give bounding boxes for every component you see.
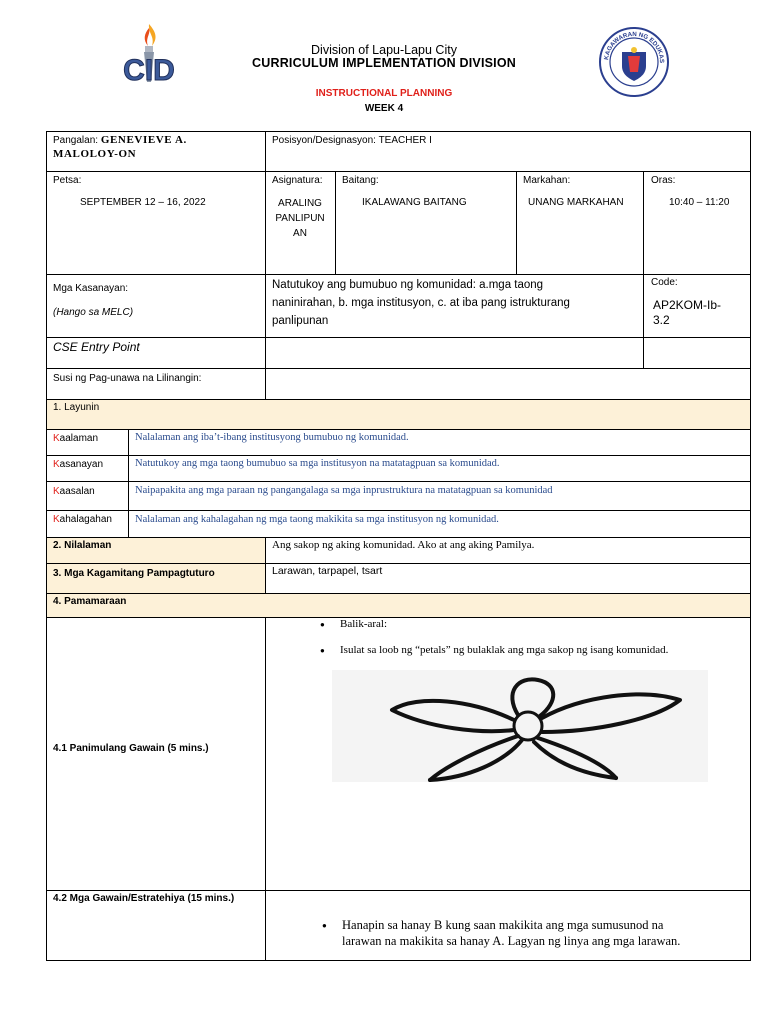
balik-aral-text: Balik-aral: [340, 618, 388, 630]
pamamaraan-row-fill [47, 593, 750, 617]
time-label: Oras: [651, 175, 676, 186]
panimula-label: 4.1 Panimulang Gawain (5 mins.) [53, 743, 209, 754]
flower-image [332, 670, 708, 782]
gawain-line1: Hanapin sa hanay B kung saan makikita ang mga sumusunod na [342, 918, 664, 932]
subject-label: Asignatura: [272, 175, 323, 186]
bullet-dot: ● [320, 620, 325, 629]
kahalagahan-text: Nalalaman ang kahalagahan ng mga taong makikita sa mga institusyon ng komunidad. [135, 514, 499, 525]
petals-instruction-text: Isulat sa loob ng “petals” ng bulaklak ang mga sakop ng isang komunidad. [340, 644, 669, 656]
division-name: Division of Lapu-Lapu City [311, 43, 457, 57]
position-label: Posisyon/Designasyon: [272, 135, 376, 146]
code-value [653, 298, 721, 328]
bullet-dot: ● [320, 646, 325, 655]
subject-line1: ARALING [278, 198, 322, 209]
time-value: 10:40 – 11:20 [669, 197, 730, 208]
name-label: Pangalan: [53, 135, 99, 146]
teacher-name-line1: GENEVIEVE A. [100, 134, 187, 146]
kahalagahan-initial: K [53, 514, 60, 525]
subject-line2: PANLIPUN [275, 213, 325, 224]
kaasalan-label [53, 485, 95, 498]
kaalaman-label [53, 432, 98, 445]
grade-value: IKALAWANG BAITANG [362, 197, 467, 208]
teacher-name-line2: MALOLOY-ON [53, 148, 137, 160]
kaalaman-text: Nalalaman ang iba’t-ibang institusyong bumubuo ng komunidad. [135, 432, 409, 443]
position-value: TEACHER I [378, 135, 432, 146]
kagamitan-label: 3. Mga Kagamitang Pampagtuturo [53, 568, 215, 579]
subject-line3: AN [293, 228, 307, 239]
kahalagahan-rest: ahalagahan [59, 514, 112, 525]
kasanayan-initial: K [53, 459, 60, 470]
cid-logo-text: CID [123, 54, 175, 87]
code-line1: AP2KOM-Ib- [653, 298, 722, 312]
quarter-label: Markahan: [523, 175, 571, 186]
date-value: SEPTEMBER 12 – 16, 2022 [80, 197, 206, 208]
kaasalan-initial: K [53, 486, 60, 497]
kaasalan-text: Naipapakita ang mga paraan ng pangangalaga sa mga inprustruktura na matatagpuan sa komunidad [135, 485, 553, 496]
quarter-value: UNANG MARKAHAN [528, 197, 624, 208]
date-label: Petsa: [53, 175, 82, 186]
kagamitan-value: Larawan, tarpapel, tsart [272, 565, 383, 577]
competency-label: Mga Kasanayan: [53, 283, 129, 294]
name-cell [53, 134, 187, 147]
kaalaman-rest: aalaman [59, 433, 99, 444]
gawain-label: 4.2 Mga Gawain/Estratehiya (15 mins.) [53, 893, 235, 904]
gawain-line2: larawan na makikita sa hanay A. Lagyan ng linya ang mga larawan. [342, 934, 681, 948]
nilalaman-value: Ang sakop ng aking komunidad. Ako at ang aking Pamilya. [272, 539, 535, 551]
deped-seal-text: KAGAWARAN NG EDUKAS [603, 30, 666, 64]
nilalaman-label: 2. Nilalaman [53, 540, 112, 551]
competency-line3: panlipunan [272, 315, 329, 327]
office-name: CURRICULUM IMPLEMENTATION DIVISION [252, 56, 516, 70]
code-label: Code: [651, 277, 678, 288]
layunin-row-fill [47, 399, 750, 429]
bullet-dot: ● [322, 921, 327, 930]
competency-line1: Natutukoy ang bumubuo ng komunidad: a.mga taong [272, 279, 544, 291]
week-label: WEEK 4 [364, 103, 404, 114]
kasanayan-text: Natutukoy ang mga taong bumubuo sa mga institusyon na matatagpuan sa komunidad. [135, 458, 500, 469]
competency-line2: naninirahan, b. mga institusyon, c. at iba pang istrukturang [272, 297, 570, 309]
kahalagahan-label [53, 513, 112, 526]
code-line2: 3.2 [653, 313, 670, 327]
document-title: INSTRUCTIONAL PLANNING [315, 88, 453, 99]
position-cell [272, 134, 432, 147]
grade-label: Baitang: [342, 175, 379, 186]
kaasalan-rest: aasalan [59, 486, 95, 497]
competency-text [272, 276, 570, 330]
gawain-instruction [342, 917, 680, 949]
layunin-heading: 1. Layunin [53, 402, 100, 413]
competency-source: (Hango sa MELC) [53, 307, 134, 318]
kasanayan-rest: asanayan [59, 459, 104, 470]
susi-label: Susi ng Pag-unawa na Lilinangin: [53, 373, 202, 384]
cse-entry-point-label: CSE Entry Point [53, 340, 140, 354]
kasanayan-label [53, 458, 103, 471]
subject-value [265, 196, 335, 241]
pamamaraan-label: 4. Pamamaraan [53, 596, 127, 607]
kaalaman-initial: K [53, 433, 60, 444]
